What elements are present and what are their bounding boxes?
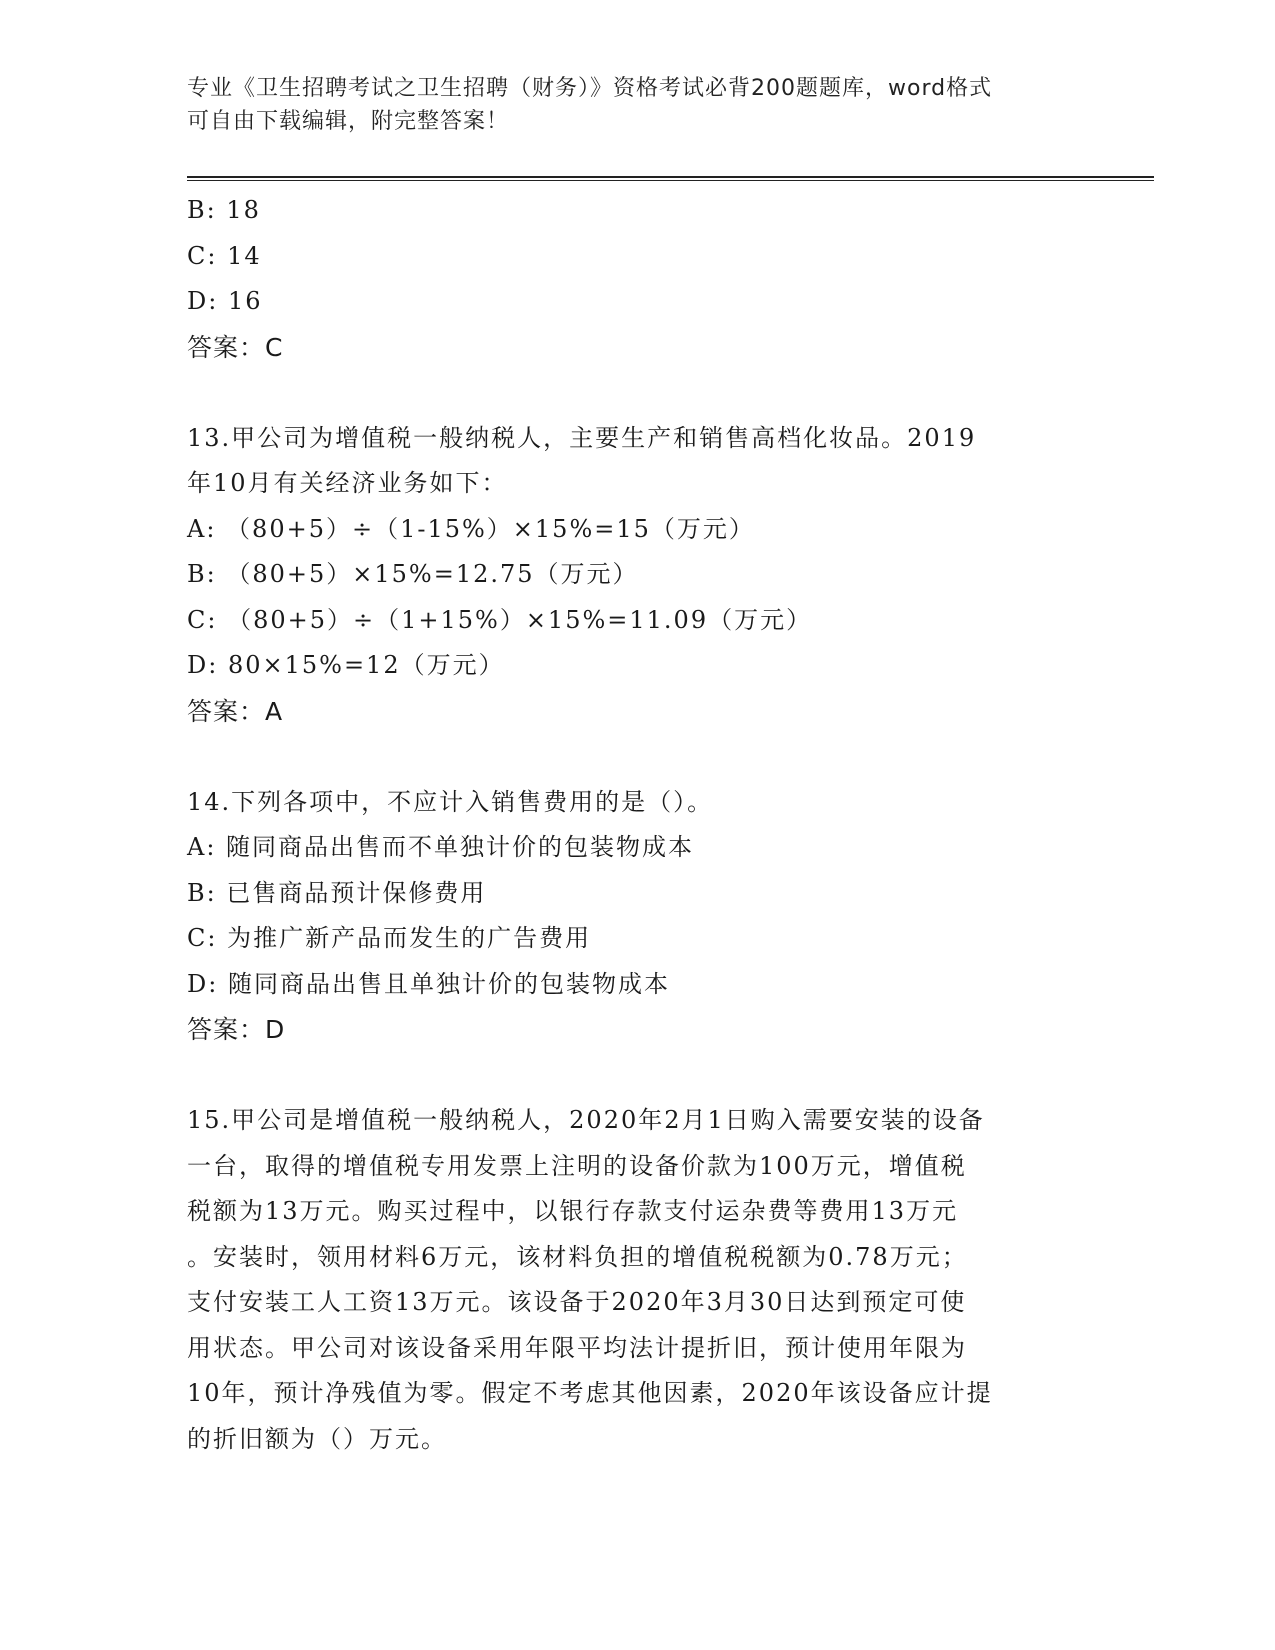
q12-answer: 答案：C [187, 332, 284, 362]
q15-stem-line-4: 。安装时，领用材料6万元，该材料负担的增值税税额为0.78万元； [187, 1242, 968, 1271]
question-content [187, 188, 1087, 1462]
header-title-line-1: 专业《卫生招聘考试之卫生招聘（财务）》资格考试必背200题题库，word格式 [187, 76, 993, 101]
question-15 [187, 1098, 1087, 1462]
q15-stem-line-3: 税额为13万元。购买过程中，以银行存款支付运杂费等费用13万元 [187, 1197, 959, 1225]
q15-stem-line-7: 10年，预计净残值为零。假定不考虑其他因素，2020年该设备应计提 [187, 1379, 993, 1407]
q14-option-d: D: 随同商品出售且单独计价的包装物成本 [187, 969, 670, 998]
q12-option-d: D: 16 [187, 287, 263, 315]
q13-option-d: D: 80×15%=12（万元） [187, 651, 505, 679]
q13-answer: 答案：A [187, 696, 284, 726]
q12-option-b: B: 18 [187, 196, 261, 224]
q13-stem-line-1: 13.甲公司为增值税一般纳税人，主要生产和销售高档化妆品。2019 [187, 423, 977, 452]
q14-option-c: C: 为推广新产品而发生的广告费用 [187, 924, 592, 952]
header-divider [187, 176, 1154, 181]
q15-stem-line-6: 用状态。甲公司对该设备采用年限平均法计提折旧，预计使用年限为 [187, 1333, 967, 1362]
q13-option-c: C: （80+5）÷（1+15%）×15%=11.09（万元） [187, 605, 813, 634]
spacer [187, 1053, 1087, 1099]
q13-option-a: A: （80+5）÷（1-15%）×15%=15（万元） [187, 514, 755, 543]
q13-option-b: B: （80+5）×15%=12.75（万元） [187, 560, 639, 588]
q15-stem-line-1: 15.甲公司是增值税一般纳税人，2020年2月1日购入需要安装的设备 [187, 1106, 985, 1134]
spacer [187, 734, 1087, 780]
q14-option-a: A: 随同商品出售而不单独计价的包装物成本 [187, 833, 695, 861]
q14-stem: 14.下列各项中，不应计入销售费用的是（）。 [187, 787, 714, 816]
q15-stem-line-8: 的折旧额为（）万元。 [187, 1424, 447, 1453]
page-header [187, 72, 1067, 138]
q13-stem-line-2: 年10月有关经济业务如下： [187, 469, 508, 497]
q15-stem-line-5: 支付安装工人工资13万元。该设备于2020年3月30日达到预定可使 [187, 1288, 967, 1316]
spacer [187, 370, 1087, 416]
header-title-line-2: 可自由下载编辑，附完整答案！ [187, 109, 510, 134]
q14-answer: 答案：D [187, 1015, 286, 1044]
question-12-tail [187, 188, 1087, 370]
q15-stem-line-2: 一台，取得的增值税专用发票上注明的设备价款为100万元，增值税 [187, 1151, 967, 1180]
question-14 [187, 780, 1087, 1053]
q12-option-c: C: 14 [187, 241, 262, 270]
q14-option-b: B: 已售商品预计保修费用 [187, 878, 487, 907]
question-13 [187, 416, 1087, 735]
